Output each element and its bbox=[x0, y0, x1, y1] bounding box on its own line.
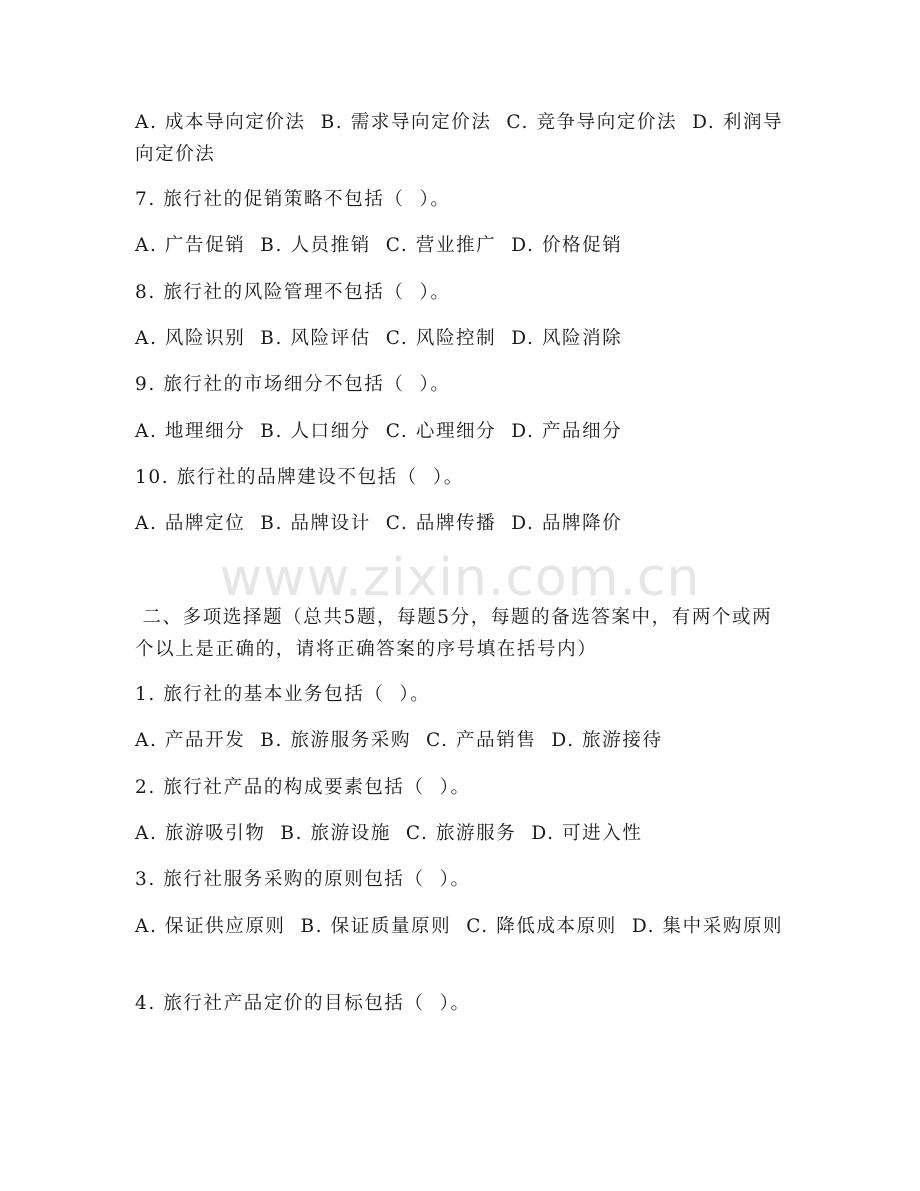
question-7: 7. 旅行社的促销策略不包括（ ）。 bbox=[135, 189, 451, 210]
options-q9: A. 地理细分 B. 人口细分 C. 心理细分 D. 产品细分 bbox=[135, 421, 623, 442]
mc-options-2: A. 旅游吸引物 B. 旅游设施 C. 旅游服务 D. 可进入性 bbox=[135, 823, 643, 844]
mc-options-1: A. 产品开发 B. 旅游服务采购 C. 产品销售 D. 旅游接待 bbox=[135, 730, 663, 751]
options-q7: A. 广告促销 B. 人员推销 C. 营业推广 D. 价格促销 bbox=[135, 235, 623, 256]
question-9: 9. 旅行社的市场细分不包括（ ）。 bbox=[135, 374, 451, 395]
options-q6: A. 成本导向定价法 B. 需求导向定价法 C. 竞争导向定价法 D. 利润导向定价法 bbox=[135, 112, 784, 165]
question-10: 10. 旅行社的品牌建设不包括（ ）。 bbox=[135, 467, 464, 488]
mc-options-3: A. 保证供应原则 B. 保证质量原则 C. 降低成本原则 D. 集中采购原则 bbox=[135, 916, 784, 937]
options-q10: A. 品牌定位 B. 品牌设计 C. 品牌传播 D. 品牌降价 bbox=[135, 513, 623, 534]
options-q8: A. 风险识别 B. 风险评估 C. 风险控制 D. 风险消除 bbox=[135, 328, 623, 349]
mc-question-3: 3. 旅行社服务采购的原则包括（ ）。 bbox=[135, 869, 471, 890]
watermark: www.zixin.com.cn bbox=[219, 548, 701, 608]
mc-question-4: 4. 旅行社产品定价的目标包括（ ）。 bbox=[135, 993, 471, 1014]
mc-question-2: 2. 旅行社产品的构成要素包括（ ）。 bbox=[135, 777, 471, 798]
section-heading-multiple-choice: 二、多项选择题（总共5题，每题5分，每题的备选答案中，有两个或两个以上是正确的，请将正确答案的序号填在括号内） bbox=[135, 607, 773, 660]
question-8: 8. 旅行社的风险管理不包括（ ）。 bbox=[135, 282, 451, 303]
mc-question-1: 1. 旅行社的基本业务包括（ ）。 bbox=[135, 684, 431, 705]
